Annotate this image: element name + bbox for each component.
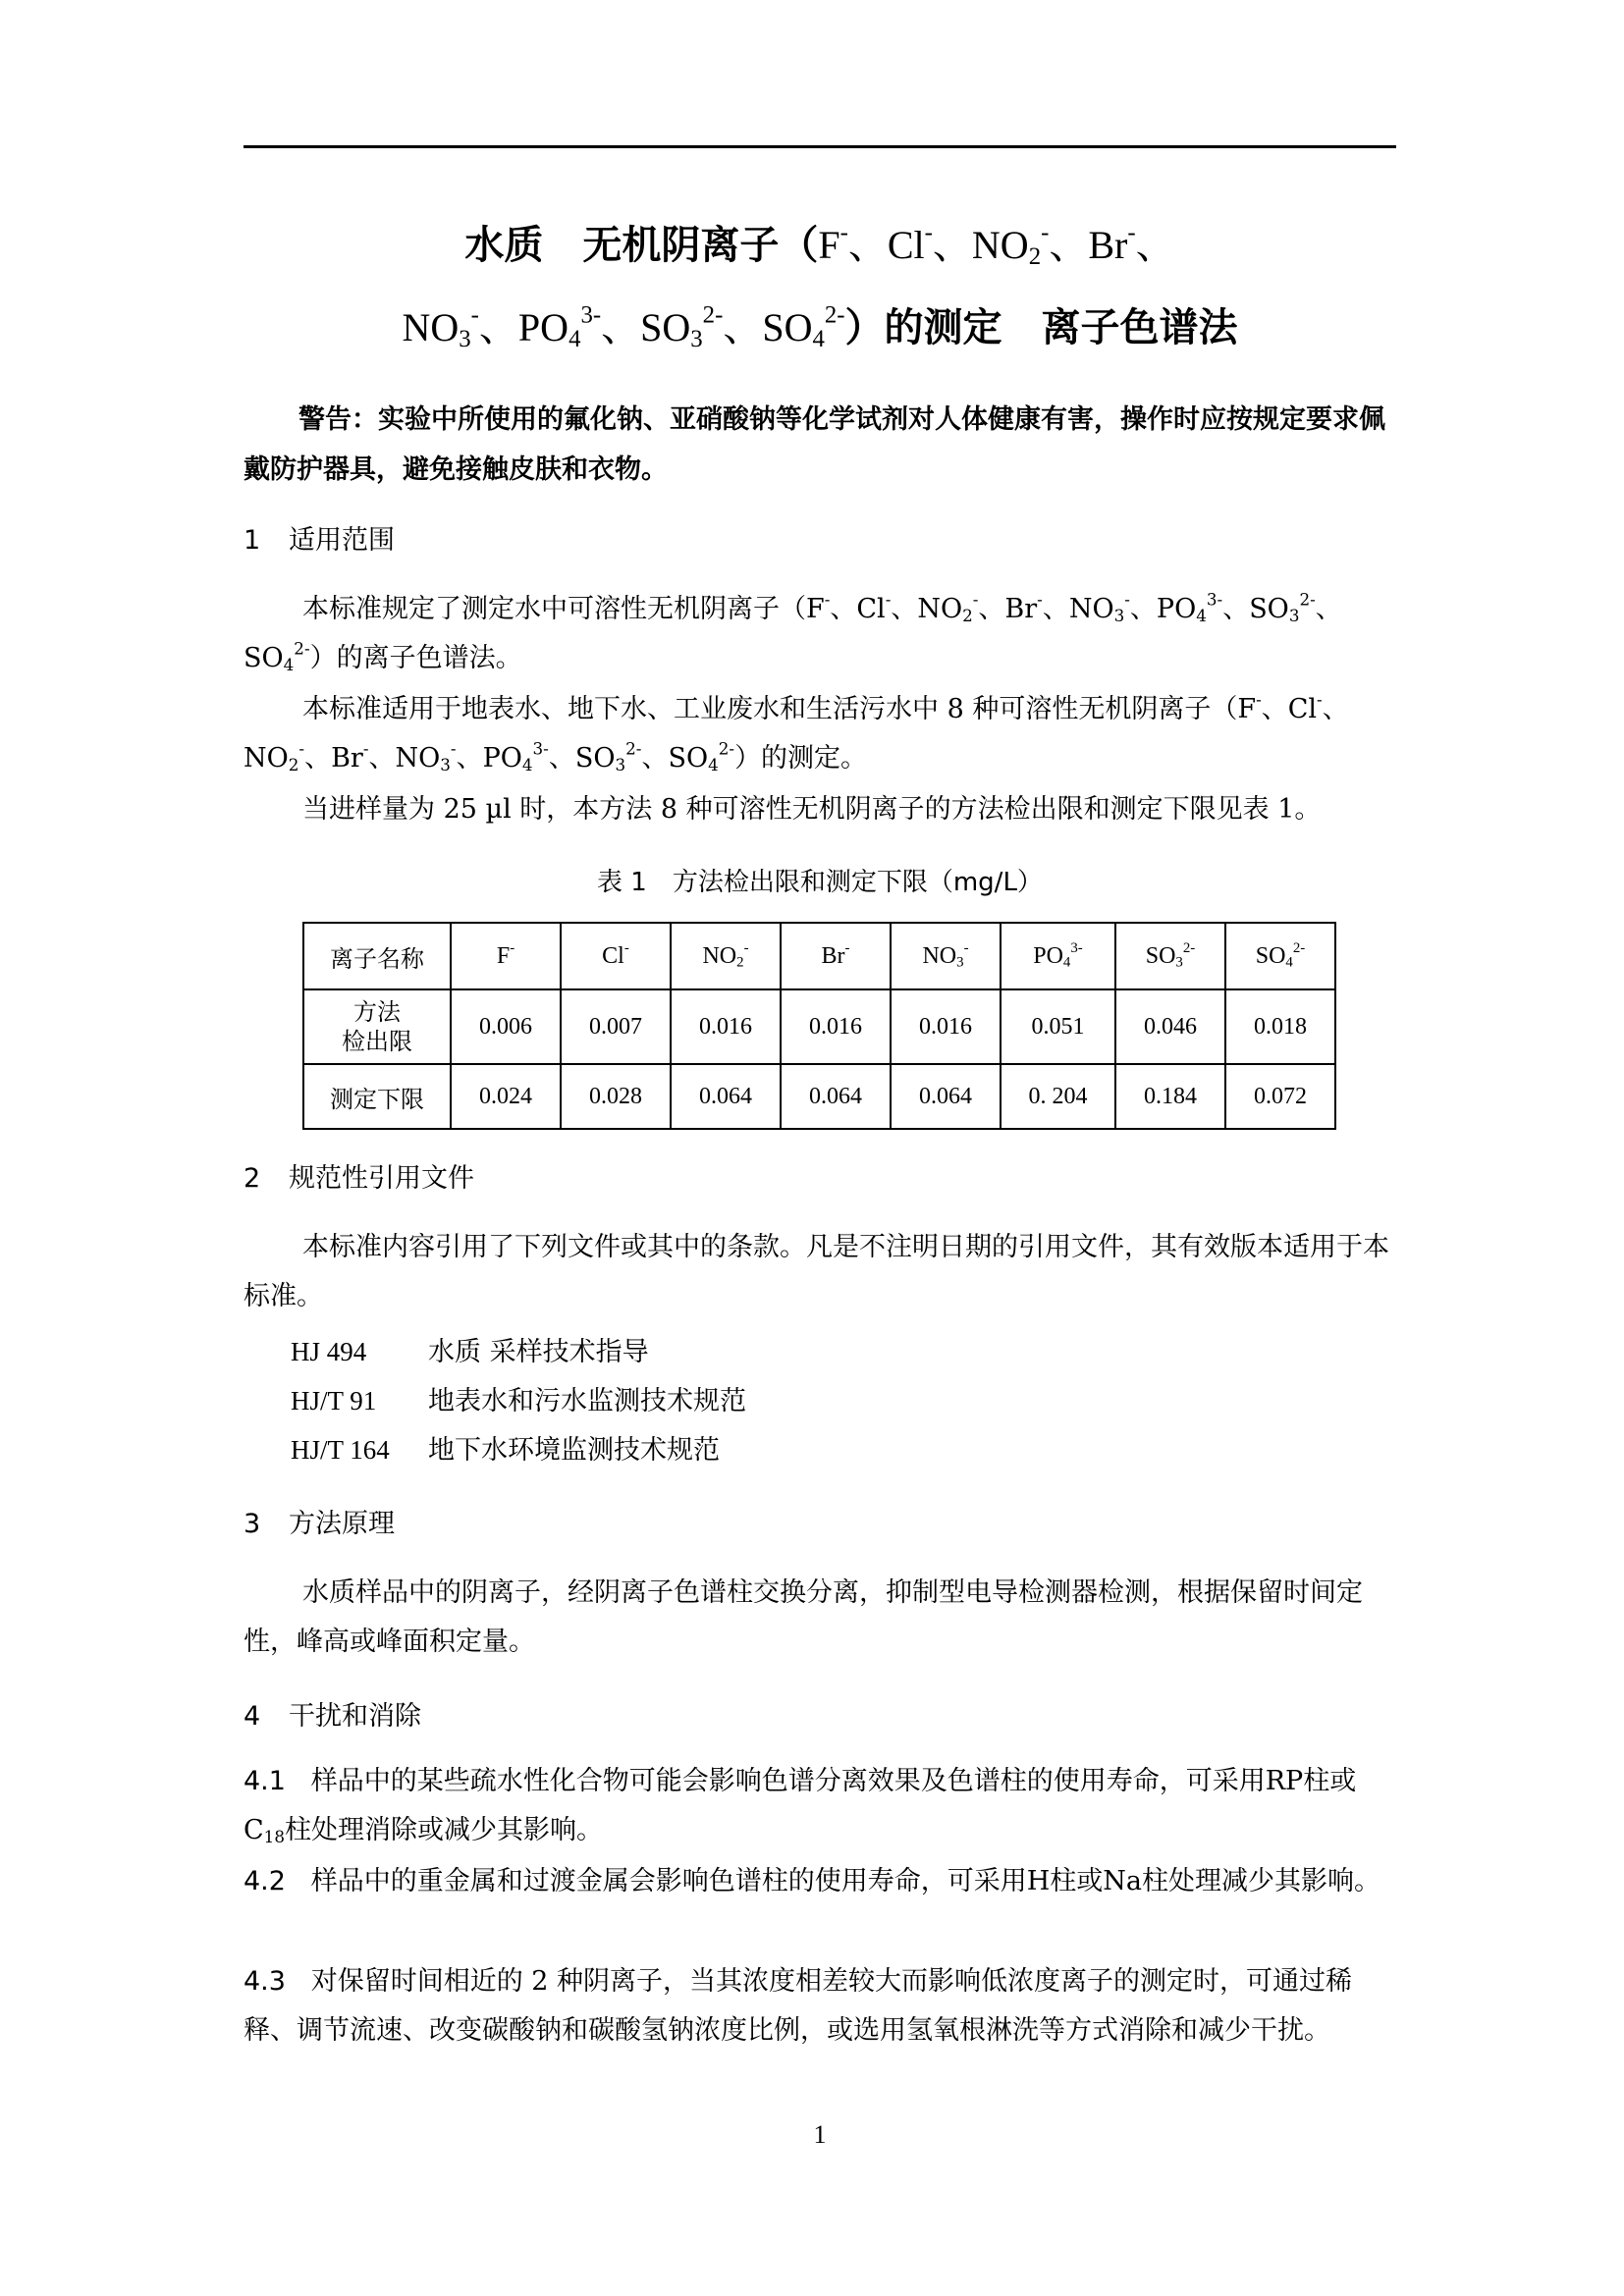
clause-text: 样品中的某些疏水性化合物可能会影响色谱分离效果及色谱柱的使用寿命，可采用RP柱或C <box>244 1766 1357 1845</box>
clause-text: 对保留时间相近的 2 种阴离子，当其浓度相差较大而影响低浓度离子的测定时，可通过稀释、调节流速、改变碳酸钠和碳酸氢钠浓度比例，或选用氢氧根淋洗等方式消除和减少干扰。 <box>244 1966 1353 2046</box>
ion-formula <box>482 738 549 775</box>
ion-formula <box>1033 939 1083 971</box>
table-row-detection-limit <box>303 989 1335 1064</box>
table-cell: 0.064 <box>891 1064 1001 1129</box>
table-row-quantitation-limit <box>303 1064 1335 1129</box>
ion-base: NO <box>402 305 460 349</box>
ion-base: PO <box>1156 594 1197 624</box>
clause-4-1 <box>244 1757 1396 1855</box>
ion-formula <box>762 301 845 353</box>
ion-charge: - <box>839 219 848 246</box>
ion-formula <box>496 939 515 969</box>
ion-base: Cl <box>887 223 925 267</box>
ion-base: NO <box>395 743 441 774</box>
section-number: 3 <box>244 1509 261 1539</box>
ion-formula <box>640 301 724 353</box>
page-number: 1 <box>813 2120 827 2149</box>
ion-base: Cl <box>1287 694 1318 724</box>
ion-charge: 3- <box>580 301 602 329</box>
ion-charge: - <box>450 738 457 759</box>
ion-charge: - <box>743 939 749 956</box>
scope-paragraph-3: 当进样量为 25 µl 时，本方法 8 种可溶性无机阴离子的方法检出限和测定下限见表 1。 <box>302 794 1322 825</box>
ion-base: F <box>1237 694 1257 724</box>
ion-subscript: 4 <box>283 655 295 675</box>
table-cell: 0.006 <box>451 989 561 1064</box>
ion-base: NO <box>922 942 957 969</box>
ion-charge: - <box>510 939 515 956</box>
table-cell: 0.016 <box>781 989 891 1064</box>
table-cell: 0.016 <box>891 989 1001 1064</box>
section-title: 规范性引用文件 <box>289 1163 474 1194</box>
table-cell: 0.007 <box>561 989 671 1064</box>
ion-charge: - <box>844 939 850 956</box>
c18-subscript: 18 <box>263 1827 285 1847</box>
ion-formula <box>244 638 310 675</box>
ion-formula <box>1145 939 1196 971</box>
ion-charge: 2- <box>1299 589 1316 610</box>
ion-charge: - <box>885 589 892 610</box>
ion-charge: - <box>623 939 629 956</box>
ion-charge: - <box>924 219 933 246</box>
ion-formula <box>1287 689 1323 724</box>
ion-subscript: 4 <box>812 326 825 353</box>
ion-base: Cl <box>602 942 624 969</box>
ion-formula <box>668 738 735 775</box>
ion-charge: - <box>1037 589 1043 610</box>
ion-charge: 2- <box>702 301 724 329</box>
row-label-cell: 测定下限 <box>303 1064 451 1129</box>
ion-formula <box>821 939 850 969</box>
header-ion-cell <box>781 923 891 989</box>
reference-item <box>291 1428 720 1467</box>
ion-charge: - <box>1127 219 1136 246</box>
ion-charge: - <box>824 589 831 610</box>
table-cell: 0.024 <box>451 1064 561 1129</box>
table-cell: 0.184 <box>1115 1064 1225 1129</box>
ion-base: SO <box>640 305 691 349</box>
ion-charge: - <box>470 301 479 329</box>
ion-charge: - <box>963 939 969 956</box>
ion-formula <box>856 589 892 624</box>
table-header-row <box>303 923 1335 989</box>
ion-charge: 2- <box>1292 939 1306 956</box>
ion-charge: 3- <box>532 738 549 759</box>
ion-subscript: 4 <box>708 755 719 775</box>
header-label-cell: 离子名称 <box>303 923 451 989</box>
clause-text: 柱处理消除或减少其影响。 <box>284 1815 603 1845</box>
reference-code: HJ/T 91 <box>291 1386 377 1415</box>
ion-formula <box>922 939 969 971</box>
ion-base: Cl <box>856 594 886 624</box>
title-ion-list-1: F-、Cl-、$NO_2^-$、Br-、 <box>818 219 1175 271</box>
ion-subscript: 2 <box>1028 243 1042 271</box>
principle-paragraph: 水质样品中的阴离子，经阴离子色谱柱交换分离，抑制型电导检测器检测，根据保留时间定性，峰高或峰面积定量。 <box>244 1577 1363 1657</box>
document-title-line-1 <box>244 214 1396 270</box>
section-title: 适用范围 <box>289 525 395 556</box>
reference-title: 地下水环境监测技术规范 <box>428 1435 720 1466</box>
title-prefix: 水质 无机阴离子（ <box>464 223 819 268</box>
ion-subscript: 3 <box>440 755 451 775</box>
reference-item <box>291 1379 746 1417</box>
ion-base: NO <box>702 942 737 969</box>
ion-base: SO <box>1249 594 1289 624</box>
ion-subscript: 2 <box>288 755 299 775</box>
reference-code: HJ 494 <box>291 1337 367 1366</box>
ion-base: PO <box>517 305 569 349</box>
row-label-line: 检出限 <box>342 1028 412 1055</box>
title-suffix: ）的测定 离子色谱法 <box>844 305 1238 350</box>
ion-subscript: 2 <box>736 954 744 971</box>
ion-formula <box>402 301 479 353</box>
ion-base: Br <box>331 743 363 774</box>
scope-ion-list-2: F-、Cl-、$NO_2^-$、Br-、$NO_3^-$、$PO_4^{3-}$、$SO_3^{2-}$、$SO_4^{2-}$ <box>244 689 1349 775</box>
ion-subscript: 4 <box>1062 954 1071 971</box>
ion-base: SO <box>1145 942 1176 969</box>
ion-charge: - <box>298 738 305 759</box>
table-cell: 0.018 <box>1225 989 1335 1064</box>
ion-formula <box>1249 589 1316 626</box>
limits-table <box>302 922 1336 1130</box>
ion-charge: - <box>1041 219 1050 246</box>
table-cell: 0.016 <box>671 989 781 1064</box>
ion-subscript: 3 <box>459 326 471 353</box>
ion-formula <box>1156 589 1223 626</box>
table-cell: 0.051 <box>1001 989 1115 1064</box>
ion-formula <box>971 219 1050 271</box>
ion-formula <box>331 738 369 774</box>
ion-formula <box>702 939 749 971</box>
ion-base: PO <box>482 743 522 774</box>
ion-base: SO <box>244 643 284 673</box>
ion-subscript: 2 <box>962 606 973 626</box>
ion-subscript: 4 <box>568 326 581 353</box>
table-caption: 表 1 方法检出限和测定下限（mg/L） <box>597 868 1043 897</box>
table-cell: 0.064 <box>671 1064 781 1129</box>
ion-formula <box>1068 589 1130 626</box>
ion-base: NO <box>917 594 963 624</box>
ion-base: F <box>806 594 825 624</box>
clause-number: 4.1 <box>244 1766 286 1796</box>
scope-p2-prefix: 本标准适用于地表水、地下水、工业废水和生活污水中 8 种可溶性无机阴离子（ <box>302 694 1238 724</box>
table-cell: 0. 204 <box>1001 1064 1115 1129</box>
ion-charge: 2- <box>718 738 735 759</box>
normative-paragraph: 本标准内容引用了下列文件或其中的条款。凡是不注明日期的引用文件，其有效版本适用于本标准。 <box>244 1232 1389 1311</box>
clause-4-2 <box>244 1857 1396 1906</box>
ion-subscript: 3 <box>1288 606 1300 626</box>
section-number: 4 <box>244 1701 261 1732</box>
header-ion-cell <box>891 923 1001 989</box>
ion-charge: 3- <box>1070 939 1083 956</box>
ion-charge: - <box>1124 589 1130 610</box>
ion-formula <box>1004 589 1043 624</box>
row-label-cell <box>303 989 451 1064</box>
scope-p2-suffix: ）的测定。 <box>734 743 868 774</box>
reference-item <box>291 1330 649 1368</box>
ion-base: F <box>496 942 511 969</box>
ion-formula <box>395 738 457 775</box>
ion-charge: 2- <box>1182 939 1196 956</box>
ion-base: SO <box>1255 942 1286 969</box>
ion-charge: 2- <box>625 738 642 759</box>
ion-subscript: 4 <box>1285 954 1293 971</box>
ion-base: Br <box>821 942 845 969</box>
table-cell: 0.072 <box>1225 1064 1335 1129</box>
row-label-line: 方法 <box>353 998 401 1026</box>
ion-formula <box>1088 219 1136 267</box>
ion-subscript: 3 <box>1113 606 1125 626</box>
section-title: 干扰和消除 <box>289 1701 421 1732</box>
header-rule <box>244 145 1396 148</box>
reference-code: HJ/T 164 <box>291 1435 390 1465</box>
reference-title: 水质 采样技术指导 <box>428 1337 649 1367</box>
ion-charge: - <box>362 738 369 759</box>
table-cell: 0.064 <box>781 1064 891 1129</box>
ion-charge: - <box>972 589 979 610</box>
header-ion-cell <box>1225 923 1335 989</box>
section-title: 方法原理 <box>289 1509 395 1539</box>
section-4-heading <box>244 1694 421 1733</box>
ion-base: F <box>818 223 840 267</box>
ion-charge: - <box>1317 689 1323 710</box>
ion-formula <box>1237 689 1262 724</box>
header-ion-cell <box>561 923 671 989</box>
title-ion-list-2: $NO_3^-$、$PO_4^{3-}$、$SO_3^{2-}$、$SO_4^{2-}$ <box>402 301 845 353</box>
ion-base: SO <box>762 305 813 349</box>
clause-number: 4.2 <box>244 1866 286 1896</box>
ion-subscript: 3 <box>690 326 703 353</box>
ion-base: NO <box>244 743 289 774</box>
ion-base: Br <box>1088 223 1128 267</box>
ion-subscript: 3 <box>956 954 964 971</box>
section-1-heading <box>244 518 395 557</box>
warning-paragraph: 警告：实验中所使用的氟化钠、亚硝酸钠等化学试剂对人体健康有害，操作时应按规定要求佩戴防护器具，避免接触皮肤和衣物。 <box>244 404 1385 485</box>
ion-subscript: 3 <box>1175 954 1183 971</box>
ion-charge: 2- <box>824 301 845 329</box>
table-cell: 0.046 <box>1115 989 1225 1064</box>
scope-p1-prefix: 本标准规定了测定水中可溶性无机阴离子（ <box>302 594 806 624</box>
document-title-line-2 <box>244 296 1396 352</box>
scope-p1-suffix: ）的离子色谱法。 <box>309 643 522 673</box>
ion-formula <box>887 219 933 267</box>
section-number: 2 <box>244 1163 261 1194</box>
ion-subscript: 4 <box>521 755 533 775</box>
reference-title: 地表水和污水监测技术规范 <box>428 1386 746 1416</box>
section-3-heading <box>244 1502 395 1540</box>
section-2-heading <box>244 1156 474 1195</box>
ion-charge: 3- <box>1206 589 1223 610</box>
ion-formula <box>806 589 831 624</box>
ion-formula <box>917 589 979 626</box>
clause-4-3 <box>244 1957 1396 2056</box>
ion-formula <box>244 738 305 775</box>
header-ion-cell <box>451 923 561 989</box>
ion-charge: - <box>1256 689 1262 710</box>
section-number: 1 <box>244 525 261 556</box>
ion-base: SO <box>668 743 709 774</box>
ion-base: Br <box>1004 594 1038 624</box>
ion-formula <box>574 738 642 775</box>
ion-formula <box>517 301 602 353</box>
scope-ion-list-1: F-、Cl-、$NO_2^-$、Br-、$NO_3^-$、$PO_4^{3-}$、$SO_3^{2-}$、$SO_4^{2-}$ <box>244 589 1342 675</box>
ion-base: SO <box>574 743 616 774</box>
ion-base: NO <box>971 223 1029 267</box>
clause-text: 样品中的重金属和过渡金属会影响色谱柱的使用寿命，可采用H柱或Na柱处理减少其影响。 <box>310 1866 1380 1896</box>
header-ion-cell <box>1001 923 1115 989</box>
ion-formula <box>818 219 848 267</box>
ion-charge: 2- <box>294 638 310 659</box>
table-cell: 0.028 <box>561 1064 671 1129</box>
header-ion-cell <box>1115 923 1225 989</box>
ion-formula <box>602 939 629 969</box>
ion-subscript: 4 <box>1196 606 1207 626</box>
ion-subscript: 3 <box>615 755 626 775</box>
ion-base: NO <box>1068 594 1114 624</box>
scope-paragraph-2 <box>244 685 1396 783</box>
ion-formula <box>1255 939 1306 971</box>
clause-number: 4.3 <box>244 1966 286 1997</box>
scope-paragraph-1 <box>244 585 1396 683</box>
header-ion-cell <box>671 923 781 989</box>
ion-base: PO <box>1033 942 1063 969</box>
